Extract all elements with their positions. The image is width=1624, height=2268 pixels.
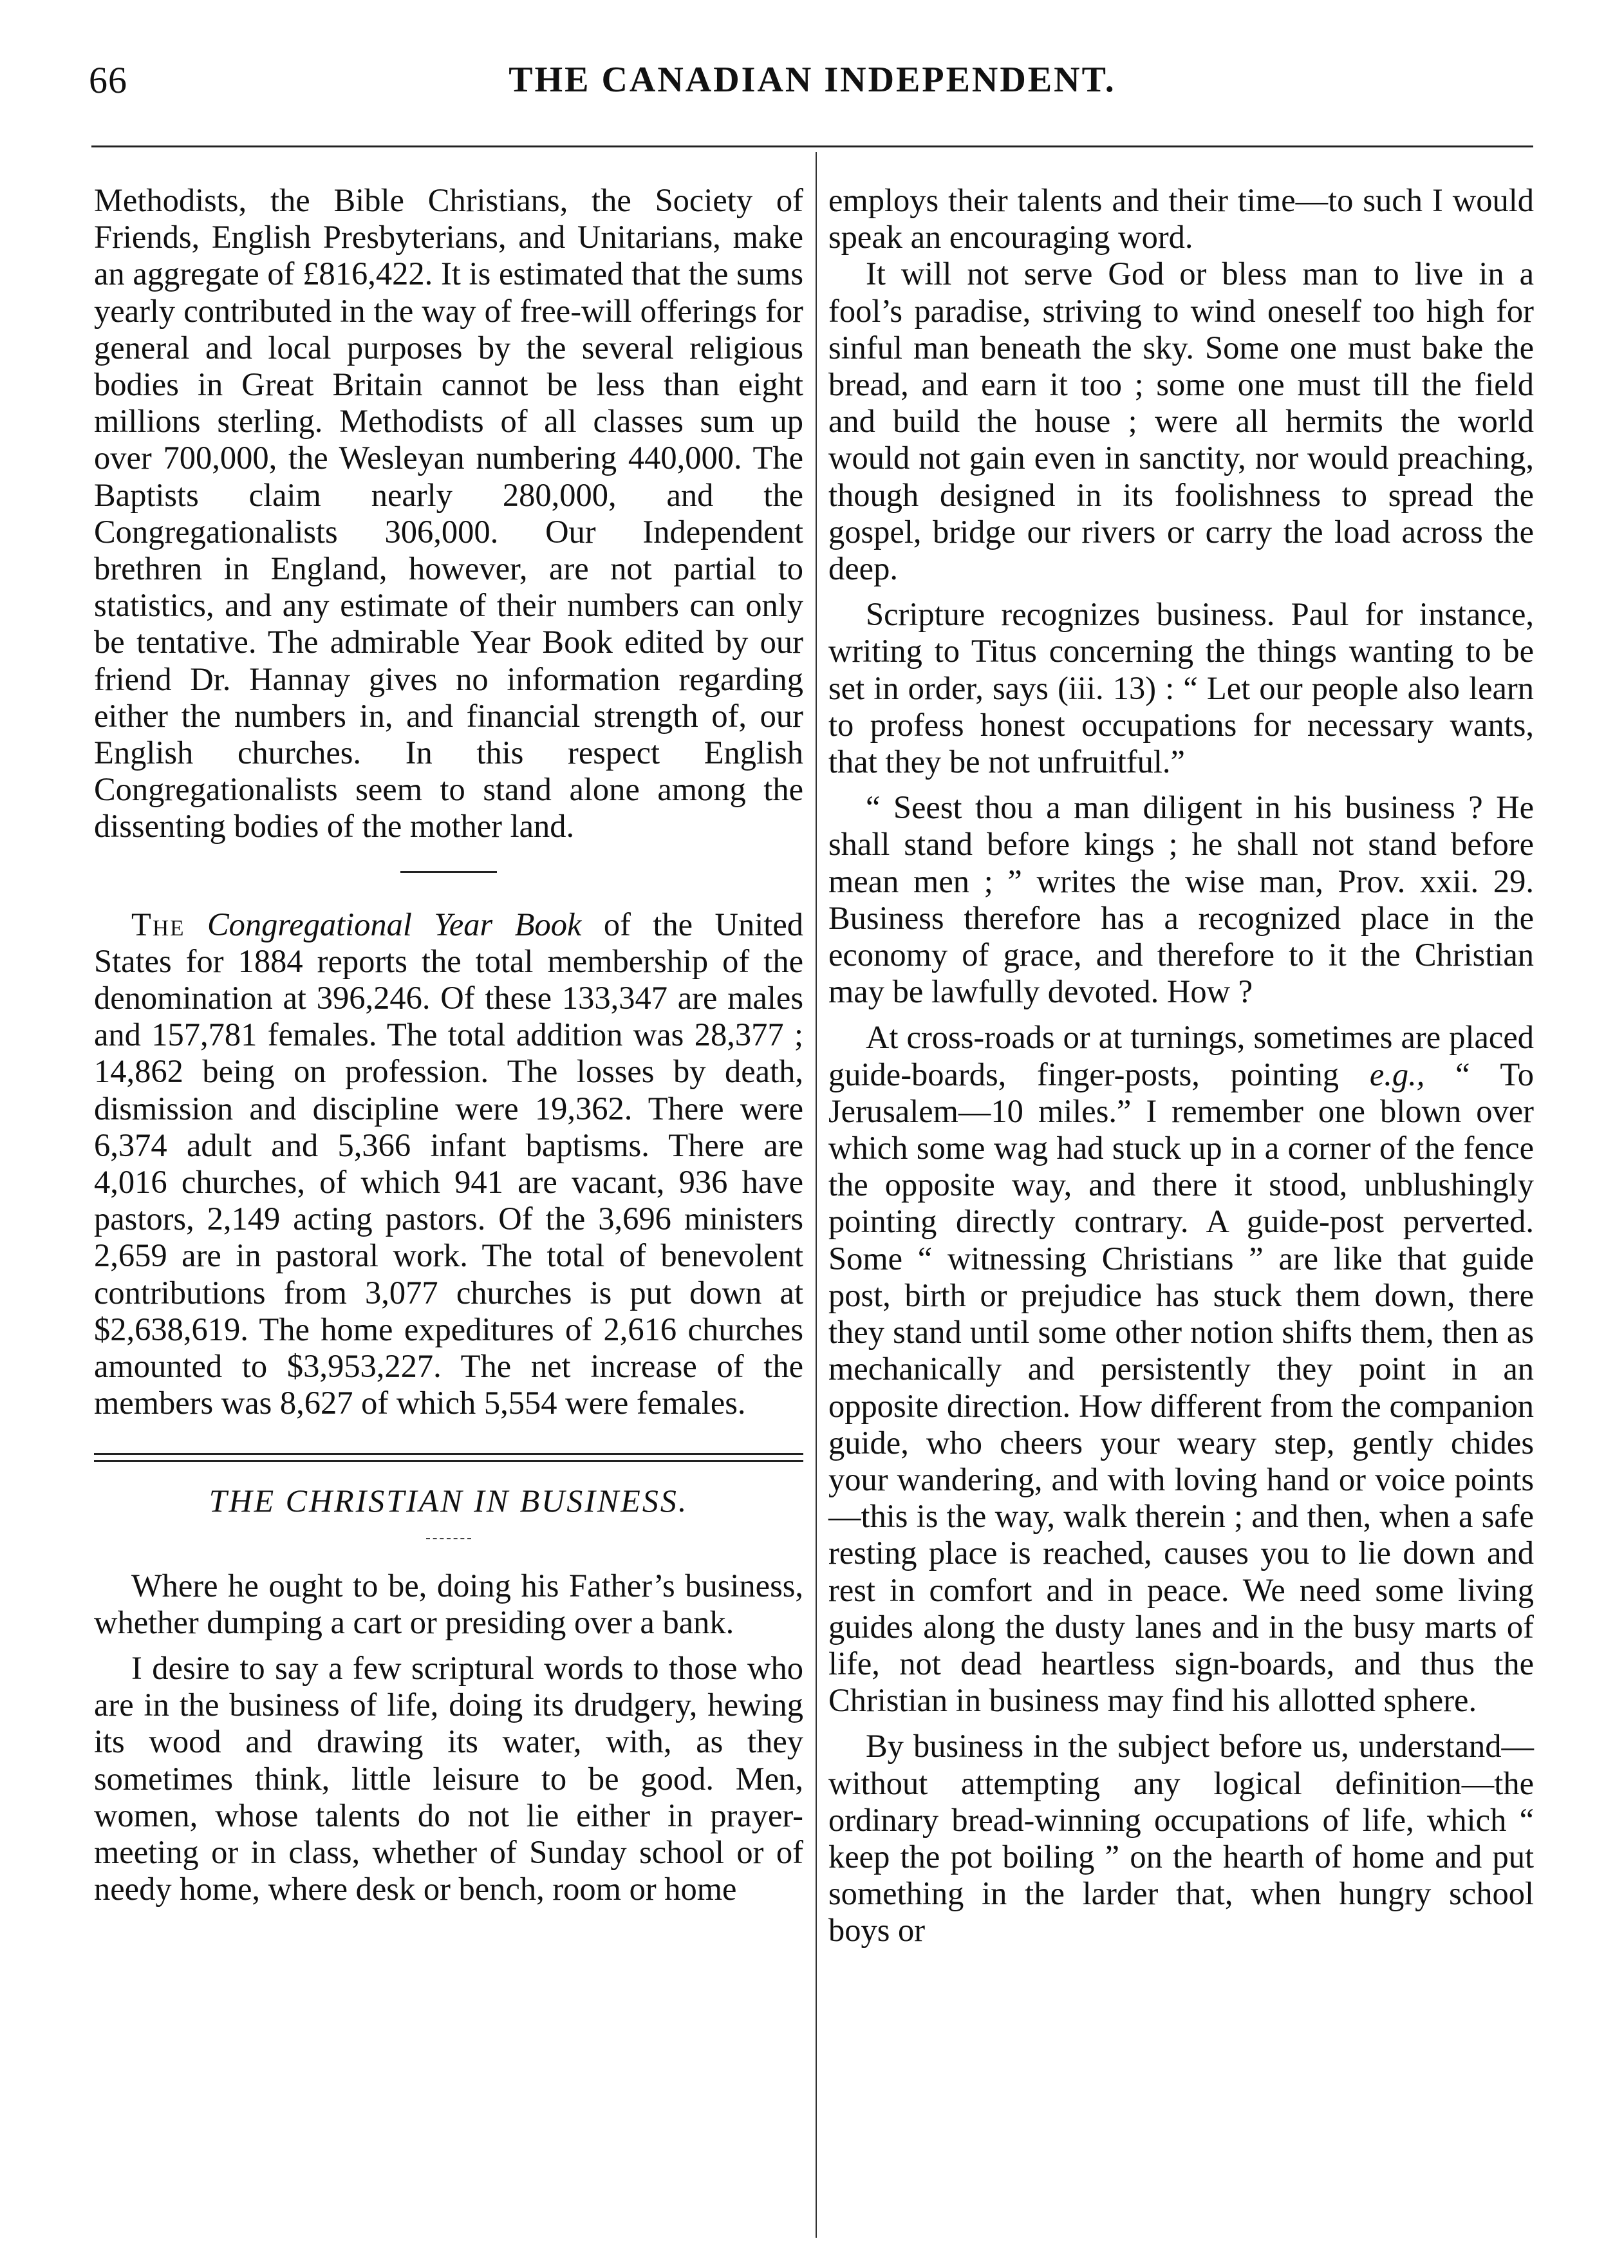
column-divider — [816, 152, 817, 2238]
paragraph-diligent: “ Seest thou a man diligent in his business ? He shall stand before kings ; he shall not stand before mean men ; ” writes the wise man, Prov. xxii. 29. Business therefore has a recognized place in the economy of grace, and therefore to it the Christian may be lawfully devoted. How ? — [828, 789, 1534, 1010]
year-book-title: Congregational Year Book — [207, 906, 582, 942]
paragraph-scriptural-words: I desire to say a few scriptural words to those who are in the business of life, doing its drudgery, hewing its wood and drawing its water, with, as they sometimes think, little leisure to be good. Men, women, whose talents do not lie either in prayer-meeting or in class, whether of Sunday school or of needy home, where desk or bench, room or home — [94, 1649, 803, 1907]
paragraph-intro: Where he ought to be, doing his Father’s business, whether dumping a cart or presiding over a bank. — [94, 1567, 803, 1640]
paragraph-guide-boards — [828, 1019, 1534, 1719]
journal-title: THE CANADIAN INDEPENDENT. — [509, 60, 1116, 100]
paragraph-continuation: employs their talents and their time—to such I would speak an encouraging word. — [828, 182, 1534, 256]
paragraph-definition: By business in the subject before us, understand—without attempting any logical definition—the ordinary bread-winning occupations of life, which “ keep the pot boiling ” on the hearth of home and put something in the larder that, when hungry school boys or — [828, 1728, 1534, 1949]
guide-boards-text-b: “ To Jerusalem—10 miles.” I remember one blown over which some wag had stuck up in a corner of the fence the opposite way, and there it stood, unblushingly pointing directly contrary. A guide-post perverted. Some “ witnessing Christians ” are like that guide post, birth or prejudice has stuck them down, there they stand until some other notion shifts them, then as mechanically and persistently they point in an opposite direction. How different from the companion guide, who cheers your weary step, gently chides your wandering, and with loving hand or voice points—this is the way, walk therein ; and then, when a safe resting place is reached, causes you to lie down and rest in comfort and in peace. We need some living guides along the dusty lanes and in the busy marts of life, not dead heartless sign-boards, and thus the Christian in business may find his allotted sphere. — [828, 1056, 1534, 1719]
page-number: 66 — [89, 59, 127, 101]
guide-boards-text-a: At cross-roads or at turnings, sometimes are placed guide-boards, finger-posts, pointing — [828, 1019, 1534, 1092]
paragraph-year-book — [94, 906, 803, 1422]
paragraph-statistics-britain: Methodists, the Bible Christians, the Society of Friends, English Presbyterians, and Unitarians, make an aggregate of £816,422. It is estimated that the sums yearly contributed in the way of free-will offerings for general and local purposes by the several religious bodies in Great Britain cannot be less than eight millions sterling. Methodists of all classes sum up over 700,000, the Wesleyan numbering 440,000. The Baptists claim nearly 280,000, and the Congregationalists 306,000. Our Independent brethren in England, however, are not partial to statistics, and any estimate of their numbers can only be tentative. The admirable Year Book edited by our friend Dr. Hannay gives no information regarding either the numbers in, and financial strength of, our English churches. In this respect English Congregationalists seem to stand alone among the dissenting bodies of the mother land. — [94, 182, 803, 845]
section-double-rule — [94, 1453, 803, 1462]
paragraph-year-book-text: of the United States for 1884 reports the total membership of the denomination at 396,246. Of these 133,347 are males and 157,781 females. The total addition was 28,377 ; 14,862 being on profession. The losses by death, dismission and discipline were 19,362. There were 6,374 adult and 5,366 infant baptisms. There are 4,016 churches, of which 941 are vacant, 936 have pastors, 2,149 acting pastors. Of the 3,696 ministers 2,659 are in pastoral work. The total of benevolent contributions from 3,077 churches is put down at $2,638,619. The home expeditures of 2,616 churches amounted to $3,953,227. The net increase of the members was 8,627 of which 5,554 were females. — [94, 906, 803, 1421]
left-column — [94, 182, 803, 1907]
paragraph-scripture-recognizes: Scripture recognizes business. Paul for instance, writing to Titus concerning the things wanting to be set in order, says (iii. 13) : “ Let our people also learn to profess honest occupations for necessary wants, that they be not unfruitful.” — [828, 596, 1534, 780]
title-ornament — [426, 1538, 471, 1539]
short-rule — [400, 871, 497, 873]
section-title: THE CHRISTIAN IN BUSINESS. — [209, 1482, 689, 1519]
paragraph-fools-paradise: It will not serve God or bless man to live in a fool’s paradise, striving to wind oneself too high for sinful man beneath the sky. Some one must bake the bread, and earn it too ; some one must till the field and build the house ; were all hermits the world would not gain even in sanctity, nor would preaching, though designed in its foolishness to spread the gospel, bridge our rivers or carry the load across the deep. — [828, 256, 1534, 587]
guide-boards-eg: e.g., — [1369, 1056, 1425, 1092]
page-header — [89, 59, 1536, 126]
right-column — [828, 182, 1534, 1949]
paragraph-lead-word: The — [131, 906, 185, 942]
header-rule — [91, 145, 1533, 147]
